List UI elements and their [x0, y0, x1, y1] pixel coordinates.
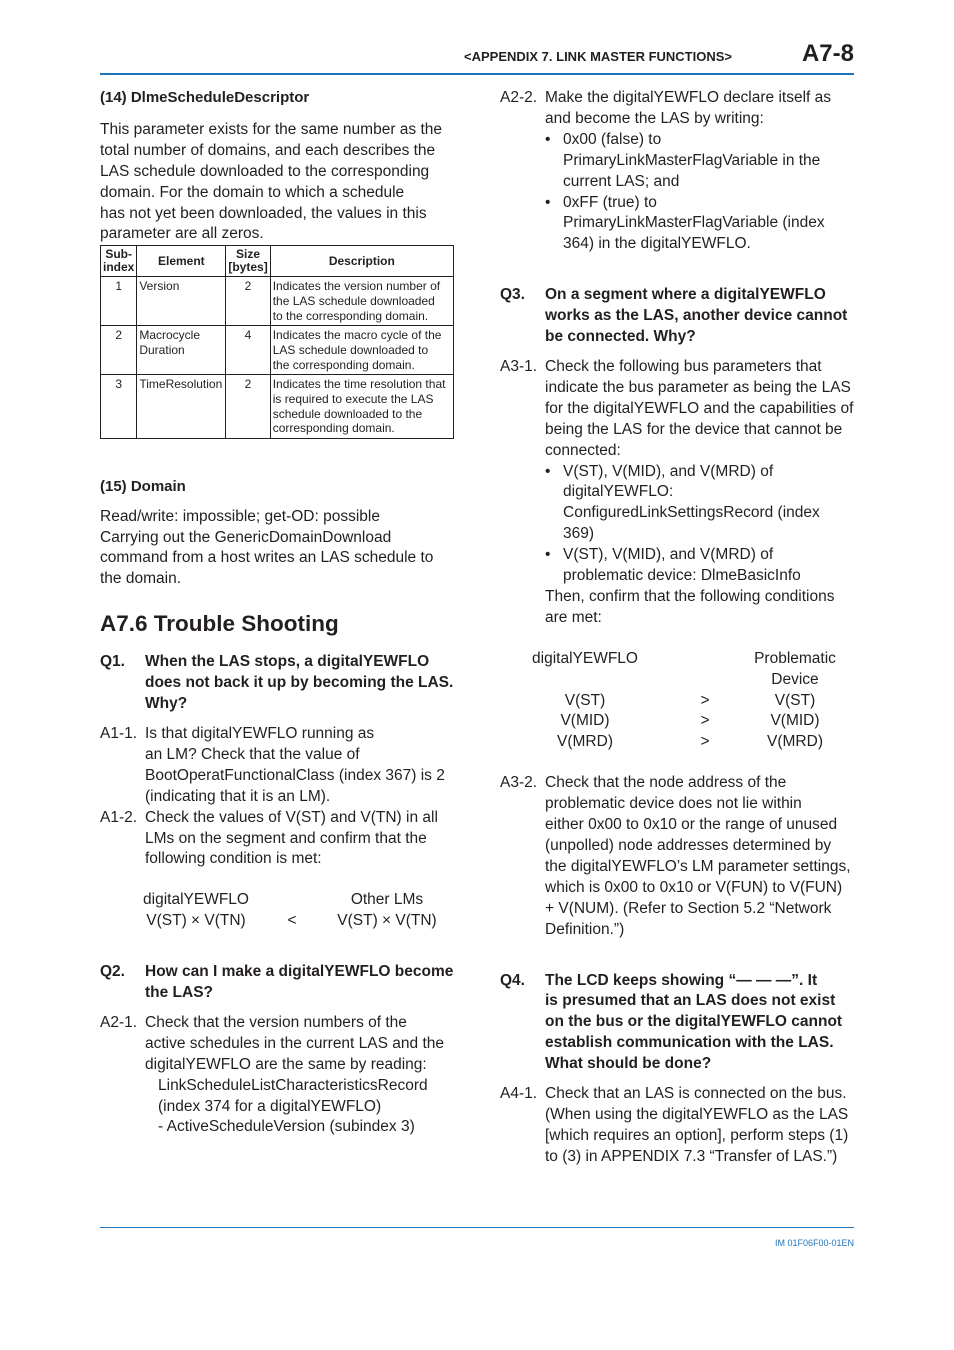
paragraph-14 — [100, 120, 456, 245]
comparison-right: V(MID) — [770, 712, 820, 730]
comparison-heading: digitalYEWFLO — [532, 649, 638, 667]
question-label: Q2. — [100, 963, 125, 981]
condition-comparison — [120, 890, 456, 932]
cell-subindex: 3 — [101, 375, 137, 438]
comparison-right: V(ST) × V(TN) — [337, 912, 437, 930]
header-subindex: Sub- index — [101, 246, 137, 277]
comparison-left: V(MID) — [560, 712, 610, 730]
header-description: Description — [270, 246, 453, 277]
right-column — [500, 88, 856, 1168]
subsection-heading-14: (14) DlmeScheduleDescriptor — [100, 89, 310, 106]
answer-a3-2 — [500, 773, 856, 940]
comparison-operator: > — [700, 733, 710, 751]
answer-label: A2-2. — [500, 89, 538, 106]
subsection-heading-15: (15) Domain — [100, 477, 186, 495]
answer-label: A2-1. — [100, 1013, 138, 1031]
question-label: Q1. — [100, 653, 125, 671]
cell-subindex: 2 — [101, 326, 137, 375]
comparison-heading: Problematic Device — [754, 649, 836, 688]
bullet-item: • V(ST), V(MID), and V(MRD) of digitalYEWFLO: ConfiguredLinkSettingsRecord (index 369) — [545, 462, 820, 543]
text-line: domain. For the domain to which a schedule — [100, 183, 405, 201]
question-text: On a segment where a digitalYEWFLO works as the LAS, another device cannot be connected. Why? — [545, 286, 848, 346]
comparison-left: V(MRD) — [557, 733, 613, 751]
text-line: Read/write: impossible; get-OD: possible — [100, 507, 380, 525]
answer-a1-1 — [100, 724, 456, 808]
footer-rule — [100, 1227, 854, 1228]
answer-a1-2 — [100, 808, 456, 871]
cell-size: 4 — [226, 326, 270, 375]
answer-text: Make the digitalYEWFLO declare itself as and become the LAS by writing: • 0x00 (false) to PrimaryLinkMasterFlagVariable in the current LAS; and • 0xFF (true) to PrimaryLinkMasterFlagVariable (index 364) in the digitalYEWFLO. — [545, 88, 856, 255]
cell-element: Version — [137, 277, 226, 326]
comparison-heading: digitalYEWFLO — [143, 891, 249, 909]
question-q4 — [500, 971, 856, 1076]
text-line: the domain. — [100, 570, 181, 588]
cell-description: Indicates the macro cycle of the LAS schedule downloaded to the corresponding domain. — [270, 326, 453, 375]
cell-subindex: 1 — [101, 277, 137, 326]
answer-text: Check that the node address of the problematic device does not lie within either 0x00 to 0x10 or the range of unused (unpolled) node addresses determined by the digitalYEWFLO’s LM parameter settings, which is 0x00 to 0x10 or V(FUN) to V(FUN) + V(NUM). (Refer to Section 5.2 “Network Definition.”) — [545, 774, 851, 938]
document-id: IM 01F06F00-01EN — [774, 1238, 854, 1248]
header-element: Element — [137, 246, 226, 277]
comparison-heading: Other LMs — [350, 891, 424, 909]
answer-label: A1-2. — [100, 808, 138, 826]
question-label: Q4. — [500, 971, 525, 989]
condition-comparison — [495, 649, 856, 754]
comparison-right: V(ST) — [774, 691, 816, 709]
table-row — [101, 277, 454, 326]
header-title: <APPENDIX 7. LINK MASTER FUNCTIONS> — [464, 49, 732, 64]
bullet-item: • V(ST), V(MID), and V(MRD) of problematic device: DlmeBasicInfo — [545, 546, 801, 585]
text-line: This parameter exists for the same number as the — [100, 120, 443, 138]
answer-label: A1-1. — [100, 724, 138, 742]
answer-text: Check the values of V(ST) and V(TN) in all LMs on the segment and confirm that the following condition is met: — [145, 808, 438, 868]
page-number: A7-8 — [801, 40, 854, 67]
bullet-item: • 0xFF (true) to PrimaryLinkMasterFlagVariable (index 364) in the digitalYEWFLO. — [545, 193, 825, 253]
question-q2 — [100, 962, 456, 1004]
text-line: command from a host writes an LAS schedule to — [100, 549, 434, 567]
descriptor-table — [100, 245, 454, 438]
answer-text: Check the following bus parameters that indicate the bus parameter as being the LAS for the digitalYEWFLO and the capabilities of being the LAS for the device that cannot be connected: • V(ST), V(MID), and V(MRD) of digitalYEWFLO: ConfiguredLinkSettingsRecord (index 369) • V(ST), V(MID), and V(MRD) of problematic device: DlmeBasicInfo Then, confirm that the following conditions are met: — [545, 357, 856, 629]
text-line: has not yet been downloaded, the values in this — [100, 204, 427, 222]
question-q1 — [100, 652, 456, 715]
comparison-left: V(ST) — [564, 691, 606, 709]
answer-text: Is that digitalYEWFLO running as an LM? Check that the value of BootOperatFunctionalClass (index 367) is 2 (indicating that it is an LM). — [145, 724, 445, 805]
question-text: When the LAS stops, a digitalYEWFLO does not back it up by becoming the LAS. Why? — [145, 653, 454, 713]
answer-a2-1 — [100, 1013, 456, 1138]
cell-size: 2 — [226, 277, 270, 326]
answer-a2-2 — [500, 88, 856, 255]
left-column — [100, 88, 456, 1138]
comparison-right: V(MRD) — [767, 733, 823, 751]
answer-text: Check that an LAS is connected on the bus. (When using the digitalYEWFLO as the LAS [which requires an option], perform steps (1) to (3) in APPENDIX 7.3 “Transfer of LAS.”) — [545, 1085, 849, 1165]
comparison-operator: > — [700, 691, 710, 709]
question-label: Q3. — [500, 286, 525, 304]
text-line: parameter are all zeros. — [100, 225, 264, 243]
question-q3 — [500, 285, 856, 348]
answer-text: Check that the version numbers of the active schedules in the current LAS and the digitalYEWFLO are the same by reading: LinkScheduleListCharacteristicsRecord (index 374 for a digitalYEWFLO) - ActiveScheduleVersion (subindex 3) — [145, 1013, 444, 1136]
answer-a4-1 — [500, 1084, 856, 1168]
question-text: How can I make a digitalYEWFLO become the LAS? — [145, 963, 454, 1002]
header-size: Size [bytes] — [226, 246, 270, 277]
section-title: A7.6 Trouble Shooting — [100, 611, 339, 637]
text-line: Carrying out the GenericDomainDownload — [100, 528, 392, 546]
answer-label: A4-1. — [500, 1085, 538, 1103]
table-header-row — [101, 246, 454, 277]
comparison-left: V(ST) × V(TN) — [146, 912, 246, 930]
cell-element: Macrocycle Duration — [137, 326, 226, 375]
cell-description: Indicates the version number of the LAS schedule downloaded to the corresponding domain. — [270, 277, 453, 326]
answer-label: A3-2. — [500, 774, 538, 792]
comparison-operator: > — [700, 712, 710, 730]
table-row — [101, 326, 454, 375]
text-line: LAS schedule downloaded to the corresponding — [100, 162, 430, 180]
comparison-operator: < — [287, 912, 297, 930]
text-line: total number of domains, and each describes the — [100, 141, 436, 159]
cell-size: 2 — [226, 375, 270, 438]
answer-a3-1 — [500, 357, 856, 629]
bullet-item: • 0x00 (false) to PrimaryLinkMasterFlagVariable in the current LAS; and — [545, 130, 821, 190]
question-text: The LCD keeps showing “— — —”. It is presumed that an LAS does not exist on the bus or the digitalYEWFLO cannot establish communication with the LAS. What should be done? — [545, 971, 843, 1073]
header-rule — [100, 73, 854, 75]
paragraph-15 — [100, 507, 456, 591]
table-row — [101, 375, 454, 438]
cell-description: Indicates the time resolution that is required to execute the LAS schedule downloaded to the corresponding domain. — [270, 375, 453, 438]
cell-element: TimeResolution — [137, 375, 226, 438]
answer-label: A3-1. — [500, 357, 538, 375]
